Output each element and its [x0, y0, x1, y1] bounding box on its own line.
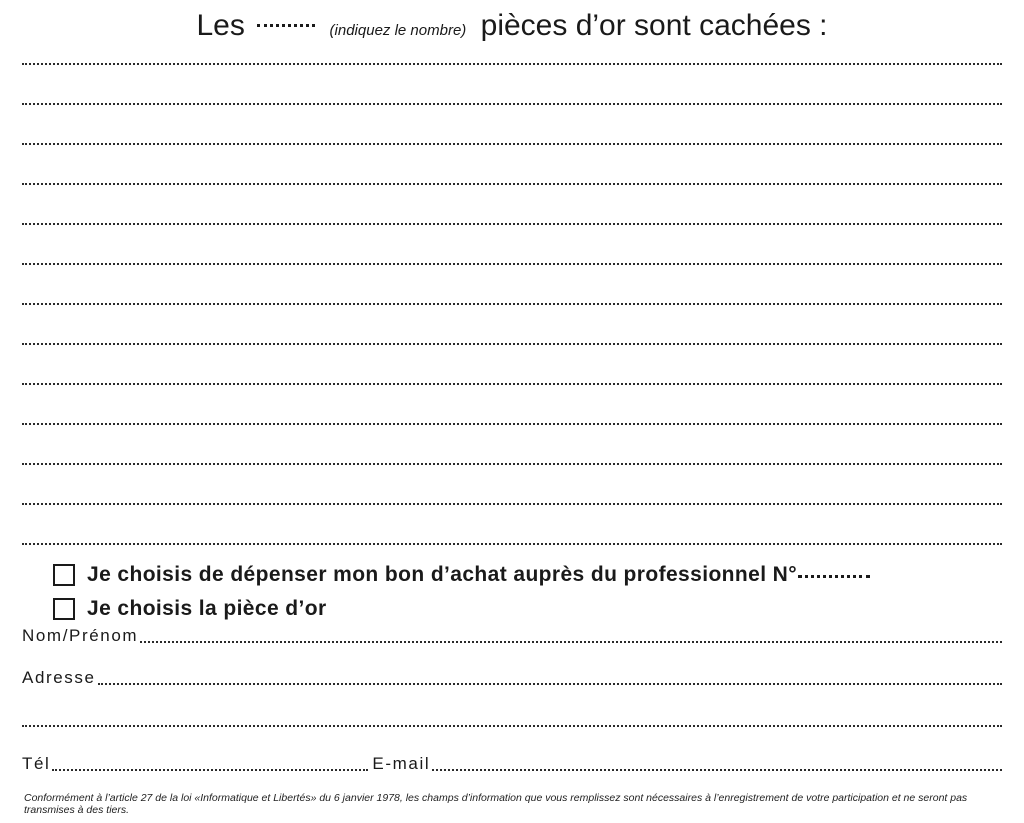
answer-line[interactable] [22, 383, 1002, 423]
professional-number-blank[interactable] [798, 575, 870, 578]
heading-lead: Les [196, 9, 245, 42]
name-input-line[interactable] [140, 641, 1002, 643]
answer-line[interactable] [22, 103, 1002, 143]
email-label: E-mail [372, 754, 431, 773]
voucher-checkbox[interactable] [53, 564, 75, 586]
answer-line[interactable] [22, 183, 1002, 223]
form-heading [0, 6, 1024, 51]
coin-count-blank[interactable] [257, 24, 315, 27]
email-input-line[interactable] [432, 769, 1002, 771]
option-voucher-label: Je choisis de dépenser mon bon d’achat auprès du professionnel N° [87, 563, 870, 587]
phone-input-line[interactable] [52, 769, 368, 771]
answer-line[interactable] [22, 263, 1002, 303]
answer-line[interactable] [22, 143, 1002, 183]
answer-line[interactable] [22, 63, 1002, 103]
address-label: Adresse [22, 668, 96, 687]
choice-options [53, 560, 1013, 628]
address-continuation-line[interactable] [22, 725, 1002, 727]
name-label: Nom/Prénom [22, 626, 139, 645]
privacy-notice: Conformément à l’article 27 de la loi «Informatique et Libertés» du 6 janvier 1978, les champs d’information que vous remplissez sont nécessaires à l’enregistrement de votre participation et ne seront pas transmises à des tiers. [24, 792, 968, 816]
contact-field-row [22, 752, 1002, 774]
name-field-row [22, 624, 1002, 646]
address-field-row [22, 666, 1002, 688]
option-gold-coin-label: Je choisis la pièce d’or [87, 597, 327, 620]
answer-line[interactable] [22, 343, 1002, 383]
answer-line[interactable] [22, 463, 1002, 503]
heading-hint: (indiquez le nombre) [329, 22, 467, 39]
answer-line[interactable] [22, 223, 1002, 263]
phone-label: Tél [22, 754, 51, 773]
answer-line[interactable] [22, 503, 1002, 543]
gold-coin-checkbox[interactable] [53, 598, 75, 620]
answer-line[interactable] [22, 303, 1002, 343]
address-continuation-row [22, 708, 1002, 730]
answer-line[interactable] [22, 423, 1002, 463]
option-gold-coin[interactable] [53, 594, 1013, 624]
answer-lines [22, 63, 1002, 583]
option-voucher[interactable] [53, 560, 1013, 590]
heading-rest: pièces d’or sont cachées : [480, 9, 828, 42]
address-input-line[interactable] [98, 683, 1002, 685]
